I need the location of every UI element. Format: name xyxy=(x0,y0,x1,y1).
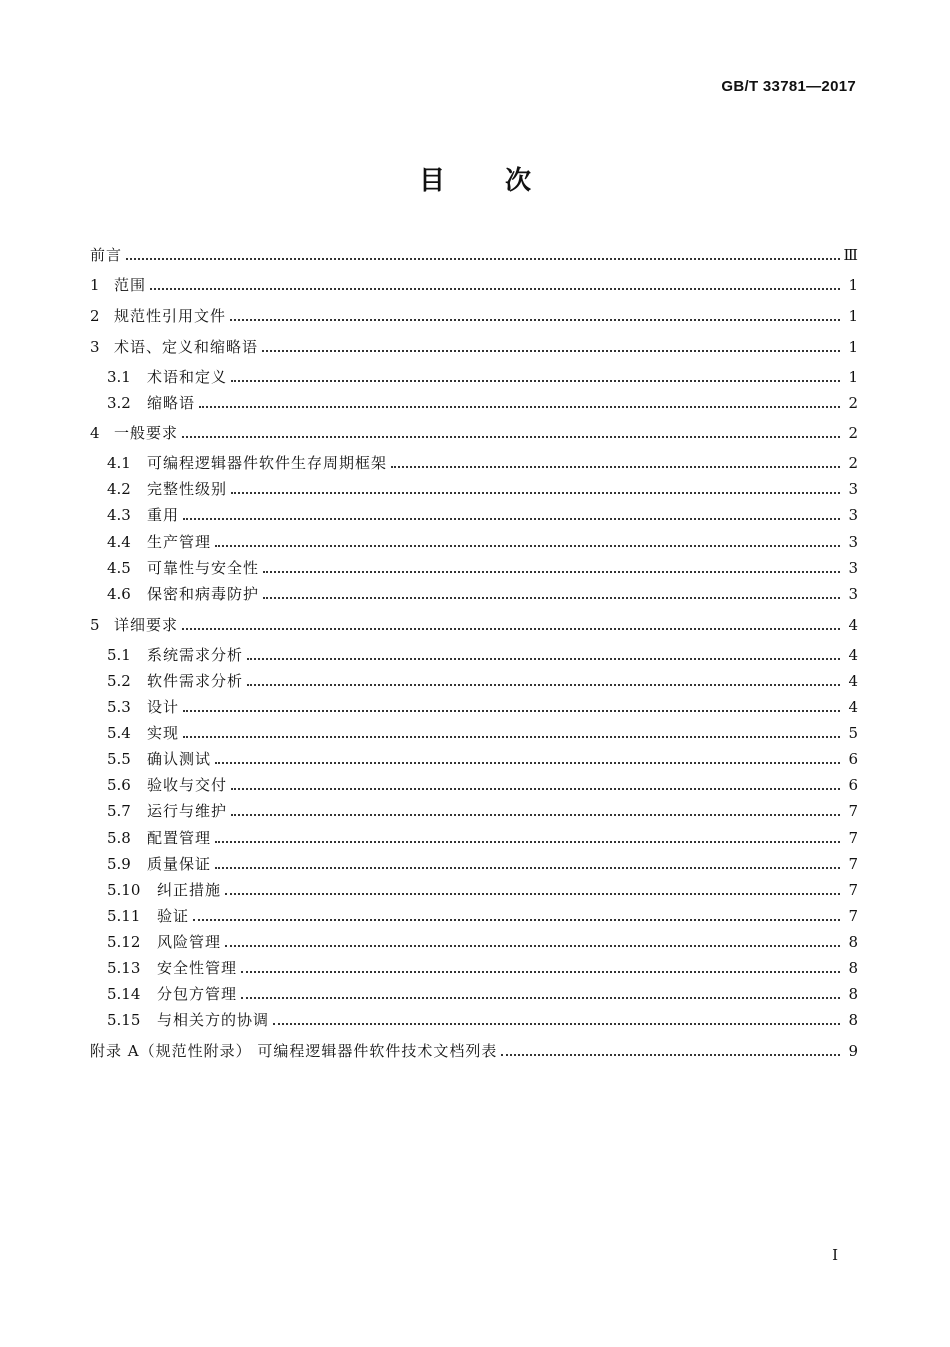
toc-entry-number: 5.7 xyxy=(107,802,131,820)
toc-entry-number: 3 xyxy=(90,338,100,356)
toc-leader-dots xyxy=(247,658,840,660)
toc-leader-dots xyxy=(126,258,840,260)
toc-entry-page: 4 xyxy=(848,616,858,634)
toc-entry-page: 1 xyxy=(848,368,858,386)
toc-entry-page: 4 xyxy=(848,672,858,690)
toc-leader-dots xyxy=(247,684,840,686)
toc-leader-dots xyxy=(230,319,840,321)
toc-entry-number: 4.1 xyxy=(107,454,131,472)
toc-entry-page: 2 xyxy=(848,394,858,412)
toc-entry-page: 1 xyxy=(848,307,858,325)
toc-entry-number: 5 xyxy=(90,616,100,634)
toc-entry-number: 5.13 xyxy=(107,959,141,977)
toc-entry-number: 3.1 xyxy=(107,368,131,386)
toc-entry-page: 4 xyxy=(848,698,858,716)
toc-entry-page: 7 xyxy=(848,907,858,925)
toc-entry-number: 5.5 xyxy=(107,750,131,768)
toc-entry-number: 5.2 xyxy=(107,672,131,690)
toc-entry[interactable] xyxy=(107,748,858,770)
toc-leader-dots xyxy=(215,545,840,547)
toc-entry-number: 5.10 xyxy=(107,881,141,899)
toc-leader-dots xyxy=(183,518,840,520)
toc-entry-page: 3 xyxy=(848,506,858,524)
toc-entry-number: 2 xyxy=(90,307,100,325)
toc-leader-dots xyxy=(183,736,840,738)
toc-entry-page: 7 xyxy=(848,802,858,820)
toc-entry[interactable] xyxy=(107,670,858,692)
toc-entry[interactable] xyxy=(107,905,858,927)
toc-entry-label: 缩略语 xyxy=(147,394,196,412)
toc-entry-page: 3 xyxy=(848,533,858,551)
toc-entry-page: 6 xyxy=(848,776,858,794)
toc-entry-number: 5.1 xyxy=(107,646,131,664)
toc-title-char: 次 xyxy=(505,166,532,196)
toc-leader-dots xyxy=(263,597,840,599)
toc-entry-number: 5.11 xyxy=(107,907,141,925)
toc-leader-dots xyxy=(391,466,840,468)
toc-leader-dots xyxy=(182,628,840,630)
toc-entry-number: 5.8 xyxy=(107,829,131,847)
toc-entry-number: 4.4 xyxy=(107,533,131,551)
toc-entry-page: 3 xyxy=(848,559,858,577)
toc-entry[interactable] xyxy=(107,774,858,796)
toc-entry-label: 术语、定义和缩略语 xyxy=(114,338,259,356)
toc-entry-label: 质量保证 xyxy=(147,855,212,873)
toc-entry-label: 配置管理 xyxy=(147,829,212,847)
toc-leader-dots xyxy=(215,762,840,764)
toc-entry-label: 可编程逻辑器件软件生存周期框架 xyxy=(147,454,388,472)
toc-entry-label: 保密和病毒防护 xyxy=(147,585,260,603)
toc-entry[interactable] xyxy=(90,274,858,296)
toc-entry-number: 5.14 xyxy=(107,985,141,1003)
toc-entry[interactable] xyxy=(107,392,858,414)
toc-entry-label: 实现 xyxy=(147,724,180,742)
toc-entry-page: Ⅲ xyxy=(843,246,858,264)
toc-leader-dots xyxy=(183,710,840,712)
toc-entry-page: 8 xyxy=(848,1011,858,1029)
toc-entry[interactable] xyxy=(107,366,858,388)
toc-leader-dots xyxy=(241,997,840,999)
toc-entry-page: 8 xyxy=(848,959,858,977)
toc-entry-page: 5 xyxy=(848,724,858,742)
toc-entry-label: 规范性引用文件 xyxy=(114,307,227,325)
toc-entry[interactable] xyxy=(107,853,858,875)
toc-leader-dots xyxy=(231,380,840,382)
toc-entry-label: 验证 xyxy=(157,907,190,925)
standard-code: GB/T 33781—2017 xyxy=(721,78,856,95)
toc-entry[interactable] xyxy=(107,1009,858,1031)
toc-leader-dots xyxy=(215,867,840,869)
toc-entry-number: 5.4 xyxy=(107,724,131,742)
toc-entry-page: 9 xyxy=(848,1042,858,1060)
toc-entry[interactable] xyxy=(107,478,858,500)
toc-entry[interactable] xyxy=(107,504,858,526)
toc-entry-label: 纠正措施 xyxy=(157,881,222,899)
toc-title-char: 目 xyxy=(418,166,445,196)
toc-entry[interactable] xyxy=(90,336,858,358)
toc-entry[interactable] xyxy=(90,614,858,636)
toc-entry-page: 3 xyxy=(848,585,858,603)
toc-entry[interactable] xyxy=(90,1040,858,1062)
toc-entry-page: 1 xyxy=(848,276,858,294)
toc-leader-dots xyxy=(263,571,840,573)
toc-entry-number: 4.6 xyxy=(107,585,131,603)
toc-entry[interactable] xyxy=(107,957,858,979)
toc-entry-number: 5.9 xyxy=(107,855,131,873)
toc-entry-label: 与相关方的协调 xyxy=(157,1011,270,1029)
toc-entry-number: 5.3 xyxy=(107,698,131,716)
toc-leader-dots xyxy=(231,814,840,816)
toc-entry-number: 3.2 xyxy=(107,394,131,412)
toc-entry-label: 运行与维护 xyxy=(147,802,228,820)
toc-entry[interactable] xyxy=(107,583,858,605)
toc-leader-dots xyxy=(231,492,840,494)
toc-entry-number: 1 xyxy=(90,276,100,294)
toc-entry[interactable] xyxy=(107,800,858,822)
toc-entry-label: 分包方管理 xyxy=(157,985,238,1003)
toc-leader-dots xyxy=(231,788,840,790)
toc-leader-dots xyxy=(262,350,840,352)
toc-entry-label: 术语和定义 xyxy=(147,368,228,386)
toc-entry-number: 4.3 xyxy=(107,506,131,524)
toc-entry-label: 确认测试 xyxy=(147,750,212,768)
toc-entry-number: 5.12 xyxy=(107,933,141,951)
toc-entry[interactable] xyxy=(107,644,858,666)
toc-leader-dots xyxy=(199,406,840,408)
toc-title xyxy=(0,160,950,197)
toc-entry-label: 风险管理 xyxy=(157,933,222,951)
toc-entry-page: 8 xyxy=(848,933,858,951)
toc-entry-number: 4.2 xyxy=(107,480,131,498)
toc-entry-label: 系统需求分析 xyxy=(147,646,244,664)
toc-entry-page: 7 xyxy=(848,881,858,899)
toc-entry-page: 7 xyxy=(848,855,858,873)
toc-entry-number: 5.6 xyxy=(107,776,131,794)
toc-leader-dots xyxy=(215,841,840,843)
toc-leader-dots xyxy=(193,919,840,921)
toc-entry[interactable] xyxy=(107,827,858,849)
toc-entry[interactable] xyxy=(107,931,858,953)
toc-entry-page: 1 xyxy=(848,338,858,356)
toc-leader-dots xyxy=(501,1054,840,1056)
toc-leader-dots xyxy=(225,893,840,895)
toc-leader-dots xyxy=(241,971,840,973)
toc-entry-label: 范围 xyxy=(114,276,147,294)
toc-entry-label: 附录 A（规范性附录） 可编程逻辑器件软件技术文档列表 xyxy=(90,1042,498,1060)
toc-entry-page: 7 xyxy=(848,829,858,847)
toc-leader-dots xyxy=(150,288,840,290)
toc-entry-page: 3 xyxy=(848,480,858,498)
toc-entry[interactable] xyxy=(90,305,858,327)
toc-entry-label: 可靠性与安全性 xyxy=(147,559,260,577)
page-folio: I xyxy=(832,1246,838,1264)
toc-entry-label: 设计 xyxy=(147,698,180,716)
toc-entry-label: 详细要求 xyxy=(114,616,179,634)
toc-entry-page: 6 xyxy=(848,750,858,768)
toc-entry-label: 完整性级别 xyxy=(147,480,228,498)
toc-entry-label: 前言 xyxy=(90,246,123,264)
toc-entry-page: 8 xyxy=(848,985,858,1003)
toc-entry-label: 生产管理 xyxy=(147,533,212,551)
toc-entry-label: 验收与交付 xyxy=(147,776,228,794)
toc-entry[interactable] xyxy=(90,422,858,444)
toc-entry[interactable] xyxy=(107,531,858,553)
toc-entry-label: 重用 xyxy=(147,506,180,524)
toc-entry-label: 软件需求分析 xyxy=(147,672,244,690)
toc-entry[interactable] xyxy=(107,879,858,901)
toc-entry-page: 2 xyxy=(848,424,858,442)
toc-entry-label: 安全性管理 xyxy=(157,959,238,977)
toc-entry-number: 4.5 xyxy=(107,559,131,577)
toc-entry-number: 5.15 xyxy=(107,1011,141,1029)
toc-leader-dots xyxy=(225,945,840,947)
toc-entry[interactable] xyxy=(90,244,858,266)
toc-entry-page: 4 xyxy=(848,646,858,664)
toc-entry[interactable] xyxy=(107,983,858,1005)
toc-entry-label: 一般要求 xyxy=(114,424,179,442)
toc-entry-page: 2 xyxy=(848,454,858,472)
toc-leader-dots xyxy=(273,1023,840,1025)
toc-leader-dots xyxy=(182,436,840,438)
toc-entry[interactable] xyxy=(107,452,858,474)
toc-entry[interactable] xyxy=(107,696,858,718)
toc-entry-number: 4 xyxy=(90,424,100,442)
toc-entry[interactable] xyxy=(107,722,858,744)
toc-entry[interactable] xyxy=(107,557,858,579)
